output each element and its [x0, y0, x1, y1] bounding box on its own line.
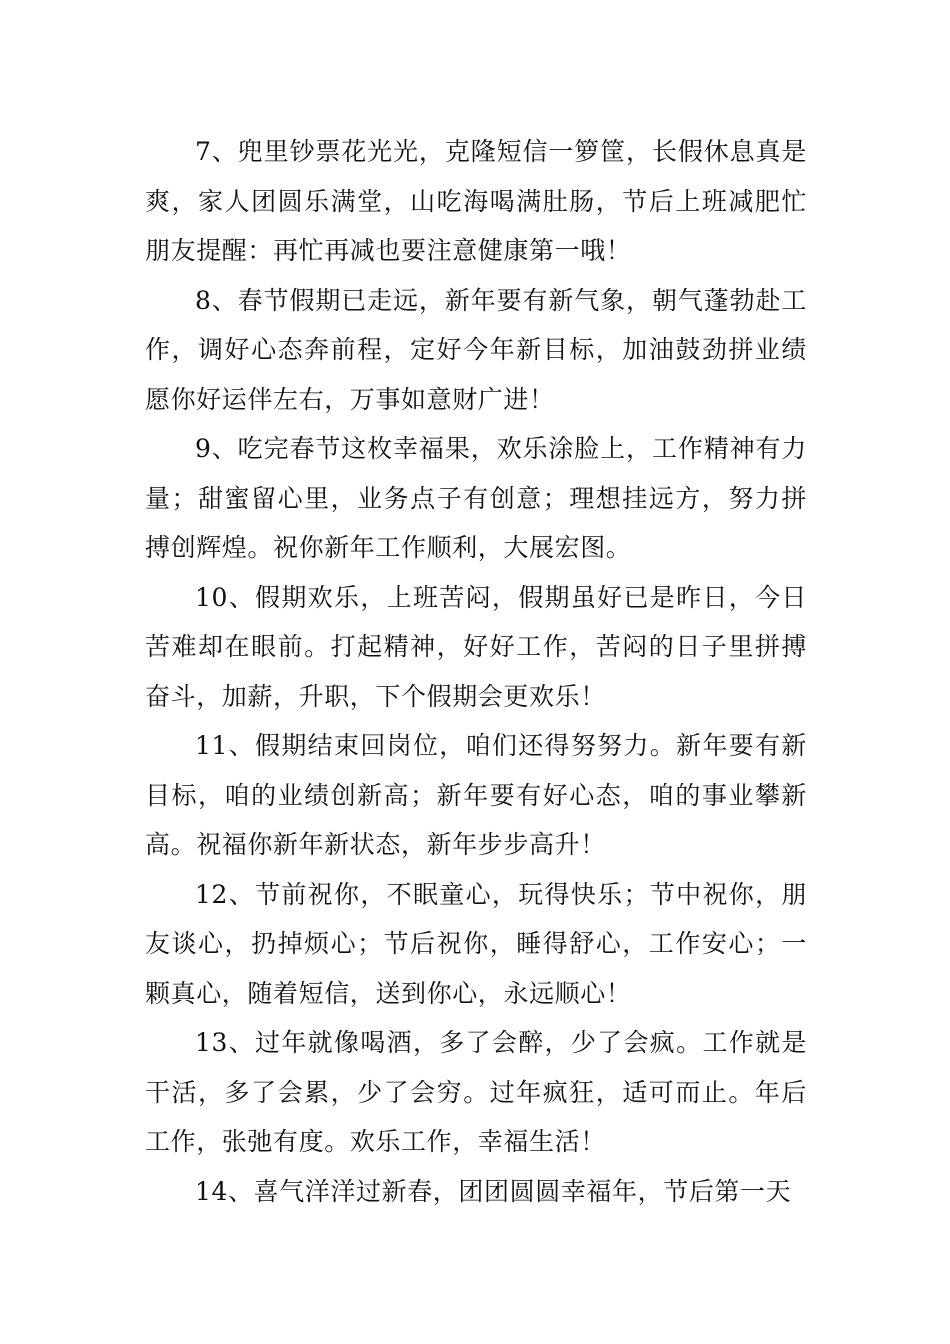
paragraph-7: 7、兜里钞票花光光，克隆短信一箩筐，长假休息真是爽，家人团圆乐满堂，山吃海喝满肚肠，节后上班减肥忙朋友提醒：再忙再减也要注意健康第一哦！ [145, 137, 807, 265]
paragraph-14: 14、喜气洋洋过新春，团团圆圆幸福年，节后第一天 [195, 1176, 792, 1206]
paragraph-13: 13、过年就像喝酒，多了会醉，少了会疯。工作就是干活，多了会累，少了会穷。过年疯狂，适可而止。年后工作，张弛有度。欢乐工作，幸福生活！ [145, 1028, 807, 1156]
paragraph-8: 8、春节假期已走远，新年要有新气象，朝气蓬勃赴工作，调好心态奔前程，定好今年新目标，加油鼓劲拼业绩愿你好运伴左右，万事如意财广进！ [145, 285, 807, 414]
paragraph-9: 9、吃完春节这枚幸福果，欢乐涂脸上，工作精神有力量；甜蜜留心里，业务点子有创意；理想挂远方，努力拼搏创辉煌。祝你新年工作顺利，大展宏图。 [145, 434, 807, 562]
paragraph-12: 12、节前祝你，不眠童心，玩得快乐；节中祝你，朋友谈心，扔掉烦心；节后祝你，睡得舒心，工作安心；一颗真心，随着短信，送到你心，永远顺心！ [145, 879, 807, 1008]
document-body [145, 127, 807, 1216]
paragraph-11: 11、假期结束回岗位，咱们还得努努力。新年要有新目标，咱的业绩创新高；新年要有好心态，咱的事业攀新高。祝福你新年新状态，新年步步高升！ [145, 731, 807, 859]
paragraph-10: 10、假期欢乐，上班苦闷，假期虽好已是昨日，今日苦难却在眼前。打起精神，好好工作，苦闷的日子里拼搏奋斗，加薪，升职，下个假期会更欢乐！ [145, 582, 807, 711]
